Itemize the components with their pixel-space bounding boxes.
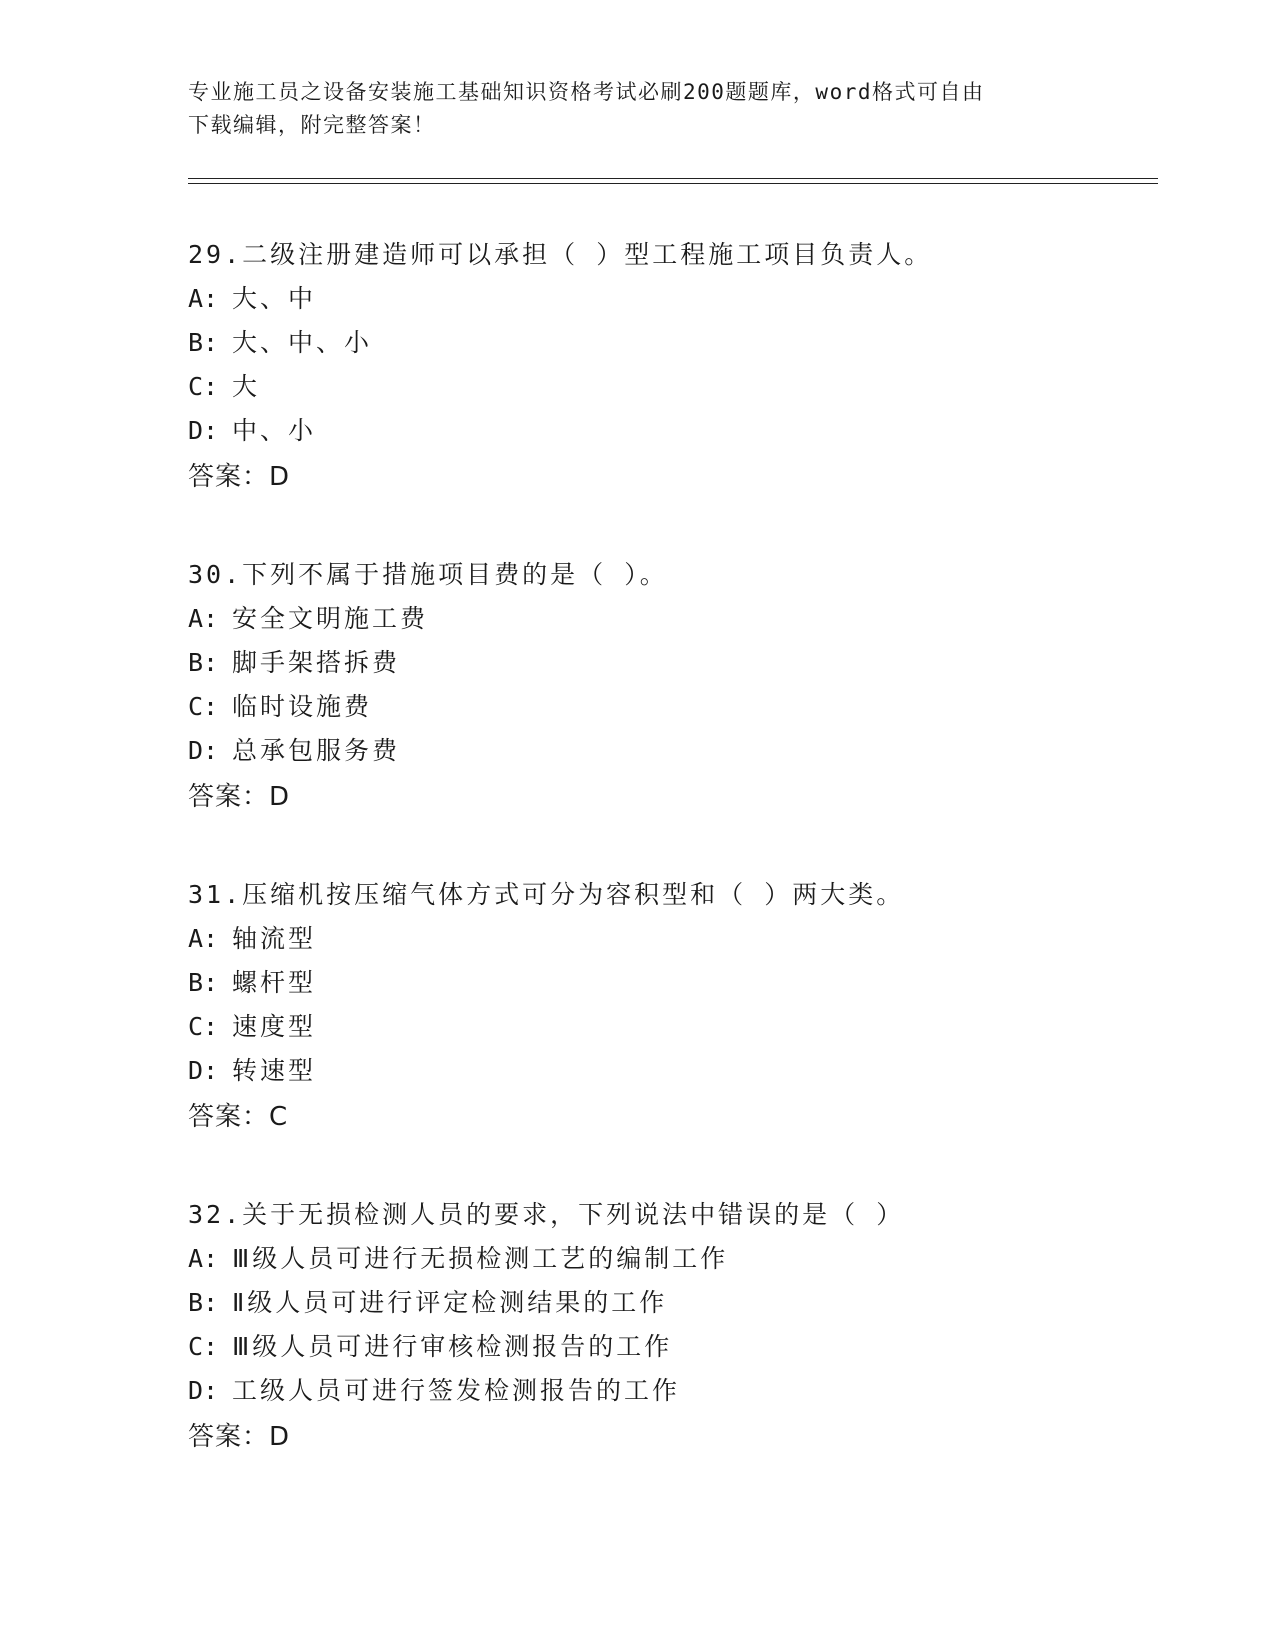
header-divider-top	[188, 178, 1158, 179]
option-a	[188, 277, 1148, 321]
option-letter: D:	[188, 1376, 219, 1405]
question-title: 32.关于无损检测人员的要求，下列说法中错误的是（ ）	[188, 1200, 905, 1229]
option-text: 大、中	[232, 284, 317, 313]
header-divider-bottom	[188, 183, 1158, 184]
option-c	[188, 1005, 1148, 1049]
option-text: 工级人员可进行签发检测报告的工作	[232, 1376, 681, 1405]
question-title: 30.下列不属于措施项目费的是（ ）。	[188, 560, 668, 589]
option-c	[188, 1325, 1148, 1369]
question-block	[188, 873, 1148, 1141]
answer-line: 答案：D	[188, 782, 291, 812]
option-text: 大	[232, 372, 261, 401]
option-text: 临时设施费	[232, 692, 373, 721]
option-text: Ⅲ级人员可进行审核检测报告的工作	[232, 1332, 673, 1361]
option-text: 大、中、小	[232, 328, 373, 357]
answer-line: 答案：D	[188, 462, 291, 492]
option-c	[188, 685, 1148, 729]
option-d	[188, 729, 1148, 773]
header-line-2: 下载编辑，附完整答案！	[188, 113, 436, 137]
option-b	[188, 961, 1148, 1005]
option-letter: A:	[188, 284, 219, 313]
question-title: 31.压缩机按压缩气体方式可分为容积型和（ ）两大类。	[188, 880, 905, 909]
option-a	[188, 597, 1148, 641]
option-letter: A:	[188, 604, 219, 633]
question-title: 29.二级注册建造师可以承担（ ）型工程施工项目负责人。	[188, 240, 933, 269]
option-text: 脚手架搭拆费	[232, 648, 401, 677]
option-text: Ⅱ级人员可进行评定检测结果的工作	[232, 1288, 668, 1317]
option-c	[188, 365, 1148, 409]
option-letter: D:	[188, 736, 219, 765]
option-a	[188, 1237, 1148, 1281]
option-letter: B:	[188, 648, 219, 677]
option-letter: B:	[188, 328, 219, 357]
option-letter: C:	[188, 372, 219, 401]
option-text: 安全文明施工费	[232, 604, 429, 633]
option-text: 转速型	[232, 1056, 317, 1085]
option-text: 中、小	[232, 416, 317, 445]
option-b	[188, 321, 1148, 365]
header-line-1: 专业施工员之设备安装施工基础知识资格考试必刷200题题库，word格式可自由	[188, 80, 985, 104]
question-block	[188, 1193, 1148, 1461]
option-text: Ⅲ级人员可进行无损检测工艺的编制工作	[232, 1244, 729, 1273]
option-d	[188, 1369, 1148, 1413]
question-block	[188, 553, 1148, 821]
answer-line: 答案：C	[188, 1102, 289, 1132]
option-text: 速度型	[232, 1012, 317, 1041]
option-letter: C:	[188, 1012, 219, 1041]
option-letter: A:	[188, 1244, 219, 1273]
option-d	[188, 409, 1148, 453]
option-d	[188, 1049, 1148, 1093]
option-b	[188, 641, 1148, 685]
option-a	[188, 917, 1148, 961]
option-letter: A:	[188, 924, 219, 953]
option-letter: D:	[188, 1056, 219, 1085]
document-header	[188, 76, 1088, 142]
option-letter: C:	[188, 692, 219, 721]
option-text: 螺杆型	[232, 968, 317, 997]
answer-line: 答案：D	[188, 1422, 291, 1452]
option-text: 总承包服务费	[232, 736, 401, 765]
option-letter: B:	[188, 968, 219, 997]
question-block	[188, 233, 1148, 501]
option-letter: C:	[188, 1332, 219, 1361]
option-text: 轴流型	[232, 924, 317, 953]
option-b	[188, 1281, 1148, 1325]
option-letter: B:	[188, 1288, 219, 1317]
option-letter: D:	[188, 416, 219, 445]
